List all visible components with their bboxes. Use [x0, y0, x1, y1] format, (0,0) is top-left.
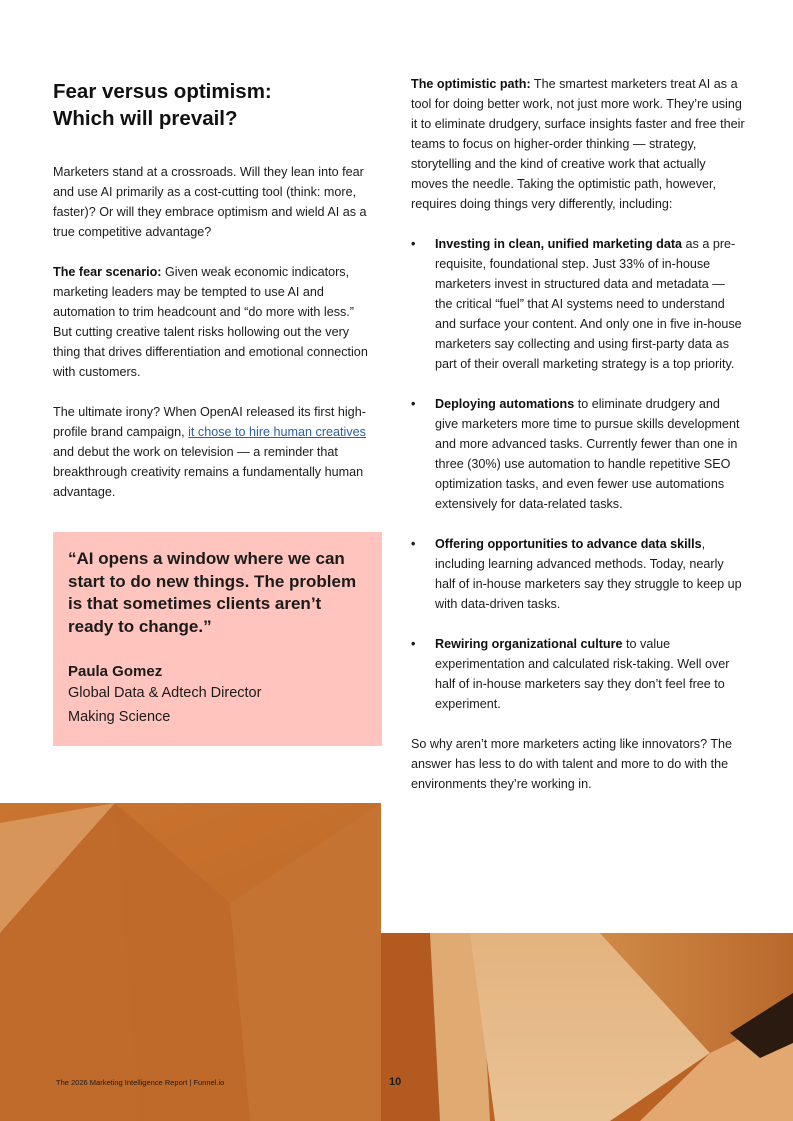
bullet-icon: •: [411, 637, 416, 651]
optimistic-label: The optimistic path:: [411, 77, 531, 91]
list-item-text: to eliminate drudgery and give marketers more time to pursue skills development and more advanced tasks. Currently fewer than one in three (30%) use automation to handle repetitive SEO optimization tasks, and even fewer use automations extensively for data-related tasks.: [435, 397, 740, 511]
list-item-text: as a pre-requisite, foundational step. Just 33% of in-house marketers invest in structured data and metadata — the critical “fuel” that AI systems need to understand and surface your content. And only one in five in-house marketers say collecting and using first-party data as part of their overall marketing strategy is a top priority.: [435, 237, 742, 371]
bullet-icon: •: [411, 537, 416, 551]
list-item-text: , including learning advanced methods. Today, nearly half of in-house marketers say they struggle to keep up with data-driven tasks.: [435, 537, 742, 611]
fear-label: The fear scenario:: [53, 265, 162, 279]
quote-author-name: Paula Gomez: [68, 663, 163, 680]
closing-paragraph: So why aren’t more marketers acting like innovators? The answer has less to do with talent and more to do with the environments they’re working in.: [411, 737, 733, 791]
list-item: [411, 394, 745, 514]
quote-text: “AI opens a window where we can start to do new things. The problem is that sometimes clients aren’t ready to change.”: [68, 549, 357, 636]
irony-text-before: The ultimate irony? When OpenAI released its first high-profile brand campaign,: [53, 405, 366, 439]
heading-line-2: Which will prevail?: [53, 107, 238, 130]
strategy-list: [411, 234, 745, 714]
bullet-icon: •: [411, 397, 416, 411]
fear-paragraph: [53, 262, 373, 382]
footer-text: The 2026 Marketing Intelligence Report | Funnel.io: [56, 1078, 225, 1087]
list-item-title: Deploying automations: [435, 397, 575, 411]
list-item-title: Investing in clean, unified marketing data: [435, 237, 683, 251]
page-number: 10: [389, 1076, 402, 1088]
list-item: [411, 634, 745, 714]
list-item-text: to value experimentation and calculated risk-taking. Well over half of in-house marketers say they don’t feel free to experiment.: [435, 637, 730, 711]
irony-text-after: and debut the work on television — a reminder that breakthrough creativity remains a fundamentally human advantage.: [53, 445, 364, 499]
list-item-title: Rewiring organizational culture: [435, 637, 623, 651]
section-heading: [53, 78, 373, 132]
bullet-icon: •: [411, 237, 416, 251]
fear-text: Given weak economic indicators, marketing leaders may be tempted to use AI and automation to trim headcount and “do more with less.” But cutting creative talent risks hollowing out the very thing that drives differentiation and emotional connection with customers.: [53, 265, 368, 379]
pull-quote: [53, 532, 382, 746]
quote-author-organization: Making Science: [68, 709, 171, 725]
list-item-title: Offering opportunities to advance data skills: [435, 537, 702, 551]
left-column: [53, 78, 373, 522]
irony-paragraph: [53, 402, 373, 502]
list-item: [411, 234, 745, 374]
optimistic-paragraph: [411, 74, 745, 214]
right-column: [411, 74, 745, 814]
quote-author-role: Global Data & Adtech Director: [68, 685, 262, 701]
intro-paragraph: Marketers stand at a crossroads. Will they lean into fear and use AI primarily as a cost-cutting tool (think: more, faster)? Or will they embrace optimism and wield AI as a true competitive advantage?: [53, 165, 367, 239]
list-item: [411, 534, 745, 614]
human-creatives-link[interactable]: it chose to hire human creatives: [188, 425, 366, 439]
optimistic-text: The smartest marketers treat AI as a tool for doing better work, not just more work. They’re using it to eliminate drudgery, surface insights faster and free their teams to focus on higher-order thinking — strategy, storytelling and the kind of creative work that actually moves the needle. Taking the optimistic path, however, requires doing things very differently, including:: [411, 77, 745, 211]
heading-line-1: Fear versus optimism:: [53, 80, 272, 103]
